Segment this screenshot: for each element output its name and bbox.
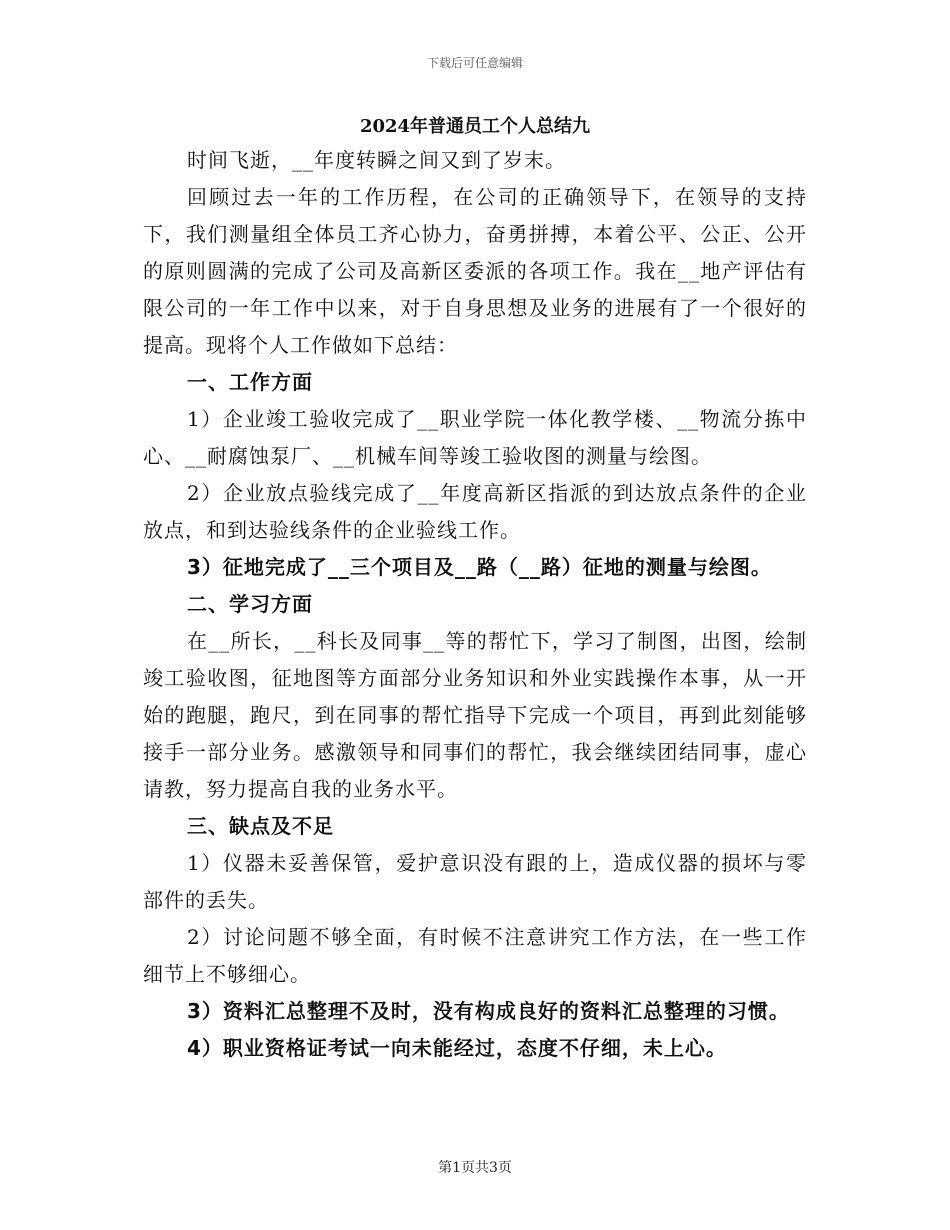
- work-item-3: 3）征地完成了__三个项目及__路（__路）征地的测量与绘图。: [187, 555, 772, 579]
- shortcoming-item-1: 1）仪器未妥善保管，爱护意识没有跟的上，造成仪器的损坏与零部件的丢失。: [143, 851, 807, 912]
- work-item-2: 2）企业放点验线完成了__年度高新区指派的到达放点条件的企业放点，和到达验线条件的企业验线工作。: [143, 481, 807, 542]
- document-title: 2024年普通员工个人总结九: [359, 116, 591, 137]
- section-heading-work: 一、工作方面: [187, 370, 313, 394]
- study-paragraph: 在__所长，__科长及同事__等的帮忙下，学习了制图，出图，绘制竣工验收图，征地图等方面部分业务知识和外业实践操作本事，从一开始的跑腿，跑尺，到在同事的帮忙指导下完成一个项目，再到此刻能够接手一部分业务。感激领导和同事们的帮忙，我会继续团结同事，虚心请教，努力提高自我的业务水平。: [143, 629, 807, 801]
- shortcoming-item-4: 4）职业资格证考试一向未能经过，态度不仔细，未上心。: [187, 1036, 727, 1060]
- section-heading-shortcomings: 三、缺点及不足: [187, 814, 334, 838]
- header-note: 下载后可任意编辑: [426, 56, 523, 70]
- work-item-1: 1）企业竣工验收完成了__职业学院一体化教学楼、__物流分拣中心、__耐腐蚀泵厂、__机械车间等竣工验收图的测量与绘图。: [143, 407, 807, 468]
- review-paragraph: 回顾过去一年的工作历程，在公司的正确领导下，在领导的支持下，我们测量组全体员工齐心协力，奋勇拼搏，本着公平、公正、公开的原则圆满的完成了公司及高新区委派的各项工作。我在__地产评估有限公司的一年工作中以来，对于自身思想及业务的进展有了一个很好的提高。现将个人工作做如下总结：: [143, 185, 807, 357]
- section-heading-study: 二、学习方面: [187, 592, 313, 616]
- page-number: 第1页共3页: [438, 1160, 512, 1176]
- shortcoming-item-3: 3）资料汇总整理不及时，没有构成良好的资料汇总整理的习惯。: [187, 999, 790, 1023]
- document-body: [143, 112, 807, 1067]
- shortcoming-item-2: 2）讨论问题不够全面，有时候不注意讲究工作方法，在一些工作细节上不够细心。: [143, 925, 807, 986]
- intro-paragraph: 时间飞逝，__年度转瞬之间又到了岁末。: [187, 148, 566, 172]
